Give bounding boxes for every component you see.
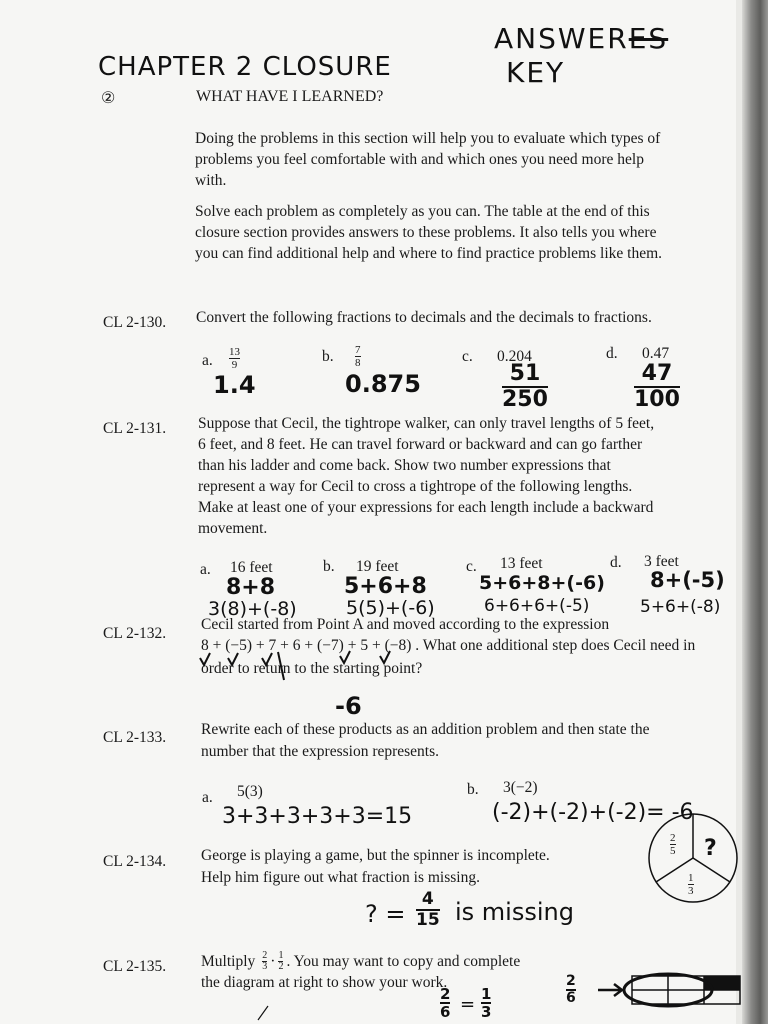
intro-line: closure section provides answers to these problems. It also tells you where — [195, 224, 657, 241]
intro-line: problems you feel comfortable with and which ones you need more help — [195, 151, 644, 168]
problem-line: represent a way for Cecil to cross a tightrope of the following lengths. — [198, 478, 633, 495]
answer-sum-15: 3+3+3+3+3=15 — [222, 804, 413, 829]
problem-number: CL 2-133. — [103, 729, 167, 746]
answer-sum-minus-6: (-2)+(-2)+(-2)= -6 — [492, 800, 694, 825]
numerator: 1 — [481, 985, 492, 1003]
problem-line: number that the expression represents. — [201, 743, 440, 760]
numerator: 2 — [670, 832, 676, 844]
part-label: a. — [202, 789, 213, 806]
problem-number: CL 2-132. — [103, 625, 167, 642]
answer-3-a: 8+(-5) — [650, 568, 725, 592]
problem-number: CL 2-134. — [103, 853, 167, 870]
fraction-bar-diagram — [624, 974, 740, 1006]
multiply-dot: · — [270, 953, 276, 970]
decimal-value: 0.47 — [642, 345, 670, 362]
answer-key-struck: ES — [628, 22, 669, 55]
check-mark — [380, 651, 390, 663]
answer-16-b: 3(8)+(-8) — [208, 598, 297, 620]
answer-13-b: 6+6+6+(-5) — [484, 596, 590, 616]
denominator: 9 — [231, 359, 238, 371]
chapter-title: CHAPTER 2 CLOSURE — [98, 52, 392, 82]
part-label: d. — [610, 554, 622, 571]
problem-line: Make at least one of your expressions for each length include a backward — [198, 499, 654, 516]
product-value: 5(3) — [237, 783, 263, 800]
answer-key-word: ANSWER — [494, 22, 629, 55]
numerator: 4 — [421, 889, 434, 909]
intro-line: with. — [195, 172, 227, 189]
arrow-mark — [278, 652, 284, 680]
part-label: b. — [323, 558, 335, 575]
problem-number: CL 2-135. — [103, 958, 167, 975]
numerator: 2 — [566, 973, 576, 989]
length-value: 16 feet — [230, 559, 273, 576]
answer-16-a: 8+8 — [226, 575, 276, 600]
numerator: 2 — [262, 950, 268, 961]
numerator: 1 — [278, 950, 284, 961]
problem-line: Help him figure out what fraction is missing. — [201, 869, 480, 886]
intro-line: you can find additional help and where to find practice problems like them. — [195, 245, 663, 262]
answer-3-b: 5+6+(-8) — [640, 597, 721, 617]
numerator: 1 — [688, 872, 694, 884]
problem-line: Rewrite each of these products as an addition problem and then state the — [201, 721, 650, 738]
problem-line: movement. — [198, 520, 268, 537]
numerator: 13 — [229, 346, 240, 358]
answer-1-4: 1.4 — [213, 371, 256, 399]
problem-line: 6 feet, and 8 feet. He can travel forward or backward and can go farther — [198, 436, 643, 453]
part-label: c. — [462, 348, 473, 365]
answer-minus-6: -6 — [335, 692, 362, 720]
denominator: 8 — [355, 357, 361, 369]
denominator: 6 — [440, 1003, 451, 1021]
numerator: 47 — [641, 361, 673, 386]
problem-line: 8 + (−5) + 7 + 6 + (−7) + 5 + (−8) . What one additional step does Cecil need in — [201, 637, 696, 654]
denominator: 250 — [502, 387, 548, 412]
part-label: b. — [467, 781, 479, 798]
denominator: 100 — [634, 387, 680, 412]
length-value: 3 feet — [644, 553, 679, 570]
length-value: 19 feet — [356, 558, 399, 575]
numerator: 2 — [440, 985, 451, 1003]
check-mark — [200, 653, 210, 665]
denominator: 3 — [262, 961, 268, 972]
length-value: 13 feet — [500, 555, 543, 572]
answer-key-key: KEY — [506, 56, 566, 89]
problem-line: order to return to the starting point? — [201, 660, 423, 677]
pen-stroke — [258, 1006, 268, 1020]
problem-line: Suppose that Cecil, the tightrope walker, can only travel lengths of 5 feet, — [198, 415, 655, 432]
circle-number: ② — [101, 90, 116, 107]
problem-number: CL 2-130. — [103, 314, 167, 331]
decimal-value: 0.204 — [497, 348, 532, 365]
part-label: a. — [200, 561, 211, 578]
problem-line: Cecil started from Point A and moved according to the expression — [201, 616, 610, 633]
part-label: c. — [466, 558, 477, 575]
check-mark — [262, 653, 272, 665]
problem-number: CL 2-131. — [103, 420, 167, 437]
check-mark — [228, 653, 238, 665]
intro-line: Solve each problem as completely as you can. The table at the end of this — [195, 203, 650, 220]
answer-13-a: 5+6+8+(-6) — [479, 572, 605, 594]
denominator: 6 — [566, 990, 576, 1006]
part-label: d. — [606, 345, 618, 362]
arrow-right — [598, 984, 622, 996]
answer-0-875: 0.875 — [345, 370, 421, 398]
answer-19-a: 5+6+8 — [344, 574, 427, 599]
spinner-question-mark: ? — [704, 836, 717, 861]
check-marks — [200, 651, 390, 665]
multiply-word: Multiply — [201, 953, 256, 970]
answer-missing-prefix: ? = — [365, 900, 406, 928]
denominator: 2 — [278, 961, 284, 972]
denominator: 3 — [481, 1003, 492, 1021]
denominator: 3 — [688, 885, 694, 897]
answer-missing-suffix: is missing — [455, 898, 574, 926]
problem-line: the diagram at right to show your work. — [201, 974, 448, 991]
intro-line: Doing the problems in this section will help you to evaluate which types of — [195, 130, 661, 147]
problem-line: George is playing a game, but the spinner is incomplete. — [201, 847, 550, 864]
answer-equals: = — [460, 994, 476, 1015]
problem-line: than his ladder and come back. Show two number expressions that — [198, 457, 611, 474]
product-value: 3(−2) — [503, 779, 538, 796]
part-label: a. — [202, 352, 213, 369]
answer-19-b: 5(5)+(-6) — [346, 597, 435, 619]
denominator: 15 — [416, 910, 440, 930]
problem-text: Convert the following fractions to decimals and the decimals to fractions. — [196, 309, 652, 326]
denominator: 5 — [670, 845, 676, 857]
check-mark — [340, 651, 350, 663]
numerator: 7 — [355, 344, 361, 356]
part-label: b. — [322, 348, 334, 365]
section-subtitle: WHAT HAVE I LEARNED? — [196, 88, 384, 105]
problem-line-rest: . You may want to copy and complete — [286, 953, 521, 970]
numerator: 51 — [509, 361, 541, 386]
